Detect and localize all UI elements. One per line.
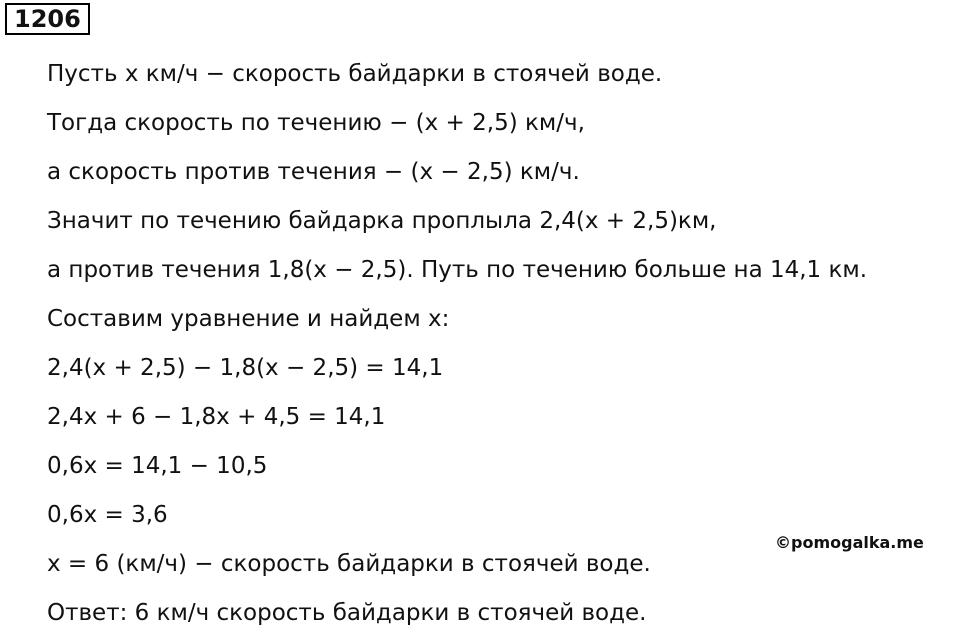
solution-line-3: а скорость против течения − (x − 2,5) км/ч. xyxy=(47,159,580,185)
solution-line-5: а против течения 1,8(x − 2,5). Путь по течению больше на 14,1 км. xyxy=(47,257,868,283)
result-line: x = 6 (км/ч) − скорость байдарки в стоячей воде. xyxy=(47,551,651,577)
equation-line-4: 0,6x = 3,6 xyxy=(47,502,168,528)
solution-line-2: Тогда скорость по течению − (x + 2,5) км/ч, xyxy=(47,110,585,136)
equation-line-1: 2,4(x + 2,5) − 1,8(x − 2,5) = 14,1 xyxy=(47,355,444,381)
problem-number-badge: 1206 xyxy=(5,3,90,35)
watermark: ©pomogalka.me xyxy=(775,533,924,552)
answer-line: Ответ: 6 км/ч скорость байдарки в стоячей воде. xyxy=(47,600,647,626)
solution-line-6: Составим уравнение и найдем x: xyxy=(47,306,450,332)
solution-line-1: Пусть x км/ч − скорость байдарки в стоячей воде. xyxy=(47,61,663,87)
equation-line-2: 2,4x + 6 − 1,8x + 4,5 = 14,1 xyxy=(47,404,386,430)
solution-line-4: Значит по течению байдарка проплыла 2,4(x + 2,5)км, xyxy=(47,208,717,234)
equation-line-3: 0,6x = 14,1 − 10,5 xyxy=(47,453,268,479)
solution-text xyxy=(47,50,867,638)
